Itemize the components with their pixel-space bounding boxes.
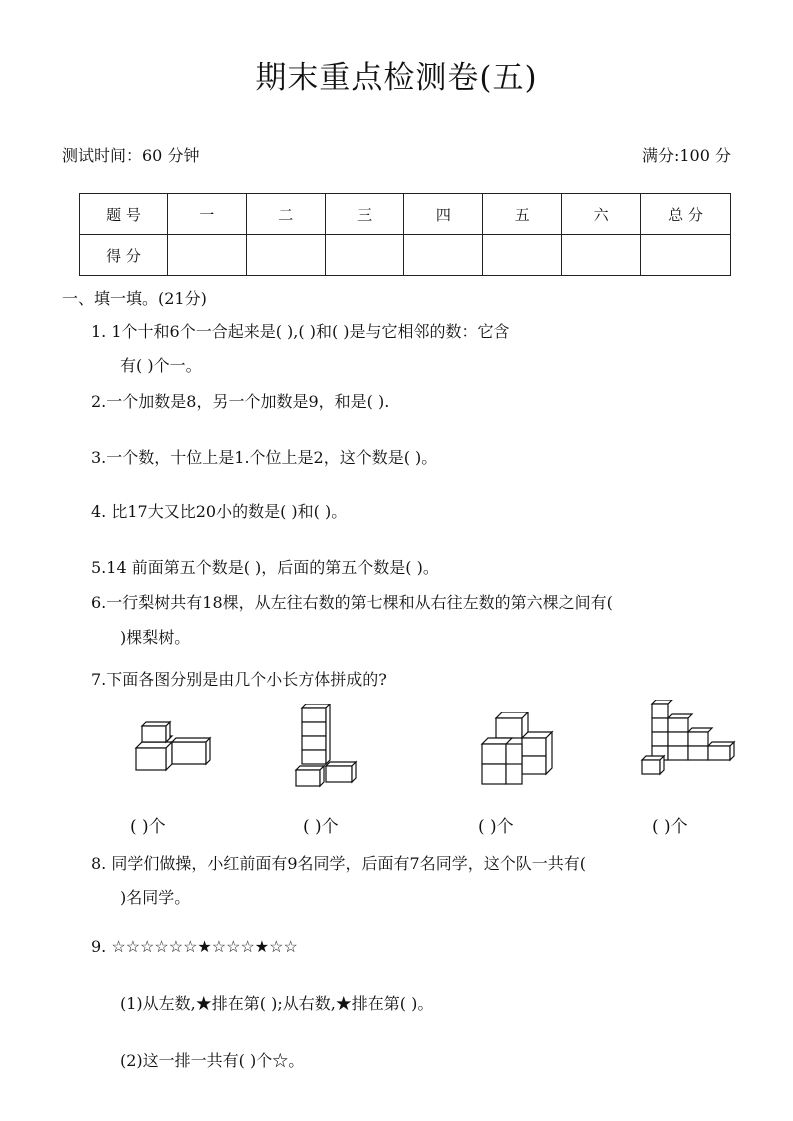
figure-1-answer: ( )个 xyxy=(130,817,166,837)
question-9-part-2: (2)这一排一共有( )个☆。 xyxy=(120,1051,305,1070)
cube-figure-1 xyxy=(130,720,212,775)
cube-figure-3 xyxy=(478,712,556,788)
question-2: 2.一个加数是8，另一个加数是9，和是( ). xyxy=(91,392,390,411)
cube-figure-2 xyxy=(292,704,360,790)
header-cell: 题 号 xyxy=(80,194,168,235)
section-heading: 一、填一填。(21分) xyxy=(62,289,207,308)
page-title: 期末重点检测卷(五) xyxy=(255,60,538,96)
score-cell[interactable] xyxy=(483,235,562,276)
question-6-cont: )棵梨树。 xyxy=(120,628,191,647)
question-3: 3.一个数，十位上是1.个位上是2，这个数是( )。 xyxy=(91,448,438,467)
score-table-score-row xyxy=(80,235,731,276)
question-1: 1. 1个十和6个一合起来是( ),( )和( )是与它相邻的数：它含 xyxy=(91,322,510,341)
figure-2-answer: ( )个 xyxy=(303,817,339,837)
test-time: 测试时间：60 分钟 xyxy=(62,146,200,165)
header-cell: 四 xyxy=(404,194,483,235)
header-cell: 一 xyxy=(168,194,247,235)
header-cell: 三 xyxy=(325,194,404,235)
question-7: 7.下面各图分别是由几个小长方体拼成的? xyxy=(91,670,387,689)
header-cell: 总 分 xyxy=(641,194,731,235)
score-cell[interactable] xyxy=(246,235,325,276)
score-cell[interactable] xyxy=(641,235,731,276)
score-table-header-row xyxy=(80,194,731,235)
question-9-part-1: (1)从左数,★排在第( );从右数,★排在第( )。 xyxy=(120,994,434,1013)
score-cell[interactable] xyxy=(168,235,247,276)
score-cell[interactable] xyxy=(325,235,404,276)
cube-figures xyxy=(0,698,793,838)
question-8: 8. 同学们做操，小红前面有9名同学，后面有7名同学，这个队一共有( xyxy=(91,854,586,873)
score-cell[interactable] xyxy=(562,235,641,276)
question-4: 4. 比17大又比20小的数是( )和( )。 xyxy=(91,502,348,521)
question-1-cont: 有( )个一。 xyxy=(120,356,202,375)
question-6: 6.一行梨树共有18棵，从左往右数的第七棵和从右往左数的第六棵之间有( xyxy=(91,593,613,612)
header-cell: 六 xyxy=(562,194,641,235)
question-5: 5.14 前面第五个数是( )，后面的第五个数是( )。 xyxy=(91,558,439,577)
figure-3-answer: ( )个 xyxy=(478,817,514,837)
score-table xyxy=(79,193,731,276)
full-score: 满分:100 分 xyxy=(641,146,731,165)
figure-4-answer: ( )个 xyxy=(652,817,688,837)
header-cell: 二 xyxy=(246,194,325,235)
score-cell[interactable] xyxy=(404,235,483,276)
row-label: 得 分 xyxy=(80,235,168,276)
question-8-cont: )名同学。 xyxy=(120,888,191,907)
question-9: 9. ☆☆☆☆☆☆★☆☆☆★☆☆ xyxy=(91,937,298,956)
cube-figure-4 xyxy=(638,700,738,776)
header-cell: 五 xyxy=(483,194,562,235)
